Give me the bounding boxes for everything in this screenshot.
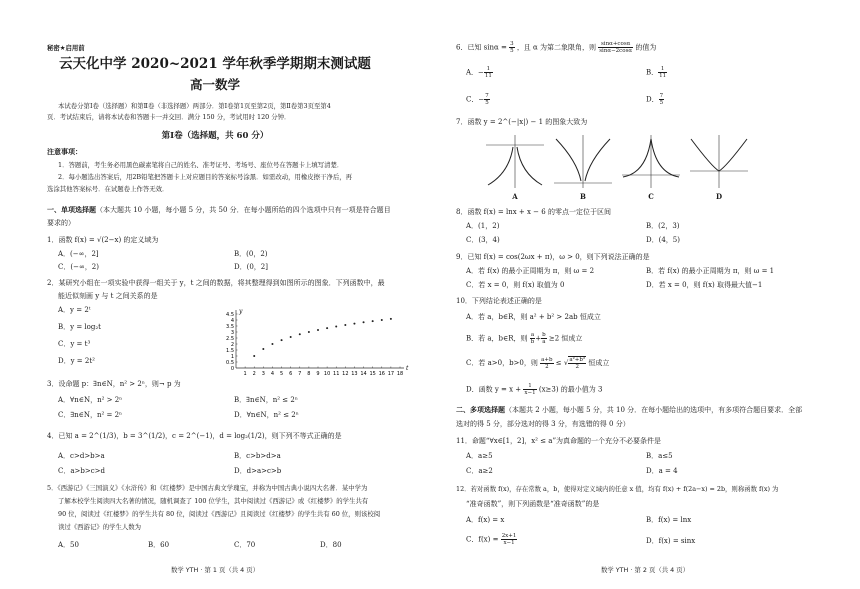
q10-b-frac2 bbox=[541, 332, 547, 345]
q2-option-d: D．y = 2t² bbox=[58, 357, 95, 365]
q9-option-b: B．若 f(x) 的最小正周期为 π，则 ω = 1 bbox=[646, 267, 775, 275]
q5-option-a: A．50 bbox=[58, 541, 79, 549]
q11-stem: 11．命题“∀x∈[1，2]，x² ≤ a”为真命题的一个充分不必要条件是 bbox=[456, 437, 662, 445]
y-tick-label: 3.5 bbox=[226, 323, 234, 330]
q12-c-frac bbox=[501, 533, 518, 546]
q6-d-pre: D． bbox=[646, 95, 659, 104]
x-tick-label: 3 bbox=[261, 371, 265, 377]
data-point bbox=[326, 327, 328, 329]
q5-option-d: D．80 bbox=[320, 541, 342, 549]
q10-option-d bbox=[466, 383, 602, 396]
q10-d-frac bbox=[523, 383, 536, 396]
x-tick-label: 18 bbox=[396, 371, 404, 377]
section2-desc-2: 选对的得 5 分，部分选对的得 3 分，有选错的得 0 分） bbox=[456, 420, 630, 428]
q1-option-c: C．(−∞，2) bbox=[58, 263, 99, 271]
q10-c-post: 恒成立 bbox=[588, 359, 610, 367]
q8-option-d: D．(4，5) bbox=[646, 236, 680, 244]
x-tick-label: 14 bbox=[360, 371, 367, 377]
x-tick-label: 5 bbox=[279, 371, 284, 377]
x-axis-label: t bbox=[406, 365, 409, 372]
y-axis-label: y bbox=[239, 308, 243, 315]
q5-stem-line-4: 读过《西游记》的学生人数为 bbox=[58, 523, 142, 531]
q7-graph-b bbox=[552, 133, 614, 189]
q3-option-c: C．∃n∈N，n² = 2ⁿ bbox=[58, 411, 123, 419]
y-tick-label: 2.5 bbox=[226, 335, 234, 342]
x-tick-label: 15 bbox=[369, 371, 376, 377]
q8-option-b: B．(2，3) bbox=[646, 222, 680, 230]
y-tick-label: 4.5 bbox=[226, 311, 234, 318]
exam-subject: 高一数学 bbox=[189, 77, 240, 92]
q2-stem-line-2: 能近似刻画 y 与 t 之间关系的是 bbox=[58, 292, 158, 300]
x-tick-label: 13 bbox=[351, 371, 358, 377]
q7-label-b: B bbox=[580, 192, 586, 201]
data-point bbox=[381, 319, 383, 321]
q3-option-b: B．∃n∈N，n² ≤ 2ⁿ bbox=[234, 396, 298, 404]
secret-label: 秘密★启用前 bbox=[47, 44, 85, 52]
q1-option-d: D．(0，2] bbox=[234, 263, 268, 271]
q6-a-frac bbox=[484, 66, 493, 79]
q10-c-mid: ≤ √ bbox=[555, 359, 569, 367]
x-tick-label: 8 bbox=[307, 371, 311, 377]
q6-b-frac bbox=[658, 66, 667, 79]
footer-left: 数学 YTH · 第 1 页（共 4 页） bbox=[170, 566, 260, 574]
q10-d-num: 1 bbox=[523, 383, 536, 390]
part1-title: 第Ⅰ卷（选择题，共 60 分） bbox=[161, 131, 269, 141]
data-point bbox=[262, 348, 264, 350]
data-point bbox=[344, 324, 346, 326]
data-point bbox=[372, 320, 374, 322]
q10-b-mid: + bbox=[535, 334, 542, 343]
q6-sin-den: 5 bbox=[510, 48, 514, 54]
q9-option-d: D．若 x = 0，则 f(x) 取得最大值−1 bbox=[646, 281, 763, 289]
section2-desc-1: （本题共 2 小题，每小题 5 分，共 10 分．在每小题给出的选项中，有多项符合题目要求．全部 bbox=[505, 406, 803, 414]
q2-option-c: C．y = t³ bbox=[58, 340, 91, 348]
q7-label-a: A bbox=[512, 192, 518, 201]
data-point bbox=[290, 336, 292, 338]
q10-option-a: A．若 a，b∈R，则 a² + b² > 2ab 恒成立 bbox=[466, 313, 601, 321]
y-tick-label: 1 bbox=[230, 353, 234, 360]
q1-stem: 1．函数 f(x) = √(2−x) 的定义域为 bbox=[47, 236, 159, 244]
q6-c-frac bbox=[484, 93, 490, 106]
y-tick-label: 4 bbox=[230, 317, 234, 324]
q2-scatter-chart bbox=[222, 309, 408, 379]
q10-c-d2: 2 bbox=[575, 364, 579, 370]
q3-stem: 3．设命题 p：∃n∈N，n² > 2ⁿ，则¬ p 为 bbox=[47, 380, 181, 388]
section1-desc-2: 要求的） bbox=[47, 219, 75, 227]
q7-graph-a bbox=[484, 133, 546, 189]
section2-header bbox=[456, 406, 802, 415]
q10-b-pre: B．若 a，b∈R，则 bbox=[466, 334, 528, 343]
q4-stem: 4．已知 a = 2^(1/3)，b = 3^(1/2)，c = 2^(−1)，d = log₂(1/2)，则下列不等式正确的是 bbox=[47, 432, 342, 440]
data-point bbox=[390, 318, 392, 320]
q6-option-d bbox=[646, 93, 664, 106]
y-tick-label: 0.5 bbox=[226, 359, 234, 366]
q7-label-c: C bbox=[648, 192, 654, 201]
q10-c-pre: C．若 a>0，b>0，则 bbox=[466, 359, 538, 367]
q6-c-den: 5 bbox=[485, 100, 489, 106]
q6-sin-fraction bbox=[509, 41, 515, 54]
q10-c-frac1 bbox=[540, 357, 553, 370]
x-tick-label: 16 bbox=[378, 371, 385, 377]
q5-stem-line-3: 90 位，阅读过《红楼梦》的学生共有 80 位，阅读过《西游记》且阅读过《红楼梦》的学生共有 60 位，则该校阅 bbox=[58, 510, 381, 518]
q10-b-d1: b bbox=[530, 339, 535, 345]
q8-stem: 8．函数 f(x) = lnx + x − 6 的零点一定位于区间 bbox=[456, 208, 611, 216]
section2-title: 二、多项选择题 bbox=[456, 406, 505, 414]
y-tick-label: 2 bbox=[230, 341, 234, 348]
q6-option-c bbox=[466, 93, 490, 106]
q6-b-den: 11 bbox=[659, 73, 667, 79]
q1-option-a: A．(−∞，2] bbox=[58, 250, 99, 258]
q6-expr-fraction bbox=[598, 41, 633, 54]
q6-option-b bbox=[646, 66, 667, 79]
q10-b-n2: b bbox=[542, 332, 546, 338]
data-point bbox=[299, 333, 301, 335]
q6-expr-den: sinα−2cosα bbox=[599, 48, 633, 54]
q6-stem-pre: 6．已知 sinα = bbox=[456, 43, 507, 52]
q12-option-a: A．f(x) = x bbox=[466, 516, 505, 524]
q6-b-num: 1 bbox=[658, 66, 667, 73]
data-point bbox=[335, 325, 337, 327]
q10-d-pre: D．函数 y = x + bbox=[466, 385, 522, 394]
q6-d-den: 5 bbox=[659, 100, 664, 106]
x-tick-label: 11 bbox=[333, 371, 340, 377]
x-tick-label: 17 bbox=[387, 371, 395, 377]
q10-c-frac2 bbox=[568, 356, 586, 370]
data-point bbox=[281, 339, 283, 341]
q6-stem bbox=[456, 41, 656, 54]
q5-option-b: B．60 bbox=[148, 541, 170, 549]
note-1: 1．答题前，考生务必用黑色碳素笔将自己的姓名、准考证号、考场号、座位号在答题卡上填写清楚． bbox=[58, 161, 344, 169]
data-point bbox=[271, 343, 273, 345]
q5-option-c: C．70 bbox=[234, 541, 256, 549]
data-point bbox=[353, 323, 355, 325]
q11-option-d: D．a = 4 bbox=[646, 467, 678, 475]
q6-a-pre: A．− bbox=[466, 68, 484, 77]
data-point bbox=[253, 355, 255, 357]
q2-option-a: A．y = 2ᵗ bbox=[58, 306, 91, 314]
q6-c-num: 7 bbox=[485, 93, 489, 99]
q10-c-n2: a²+b² bbox=[569, 357, 586, 363]
notes-title: 注意事项： bbox=[47, 148, 82, 156]
q2-stem-line-1: 2．某研究小组在一项实验中获得一组关于 y，t 之间的数据，将其整理得到如图所示的图象．下列函数中，最 bbox=[47, 279, 385, 287]
intro-line-1: 本试卷分第Ⅰ卷（选择题）和第Ⅱ卷（非选择题）两部分．第Ⅰ卷第1页至第2页，第Ⅱ卷第3页至第4 bbox=[58, 102, 331, 110]
q10-b-post: ≥2 恒成立 bbox=[548, 334, 583, 343]
q5-stem-line-2: 了解本校学生阅读四大名著的情况，随机调查了 100 位学生，其中阅读过《西游记》或《红楼梦》的学生共有 bbox=[58, 497, 369, 505]
q3-option-d: D．∀n∈N，n² ≤ 2ⁿ bbox=[234, 411, 299, 419]
q10-b-d2: a bbox=[542, 339, 546, 345]
q6-option-a bbox=[466, 66, 493, 79]
q10-option-c bbox=[466, 356, 609, 370]
note-2: 2．每小题选出答案后，用2B铅笔把答题卡上对应题目的答案标号涂黑．如需改动，用橡皮擦干净后，再 bbox=[58, 173, 353, 181]
q4-option-c: C．a>b>c>d bbox=[58, 467, 106, 475]
q6-expr-num: sinα+cosα bbox=[598, 41, 633, 48]
q7-label-d: D bbox=[715, 192, 723, 201]
q6-sin-num: 3 bbox=[510, 41, 514, 47]
q3-option-a: A．∀n∈N，n² > 2ⁿ bbox=[58, 396, 123, 404]
q10-c-n1: a+b bbox=[541, 356, 553, 363]
q6-a-num: 1 bbox=[484, 66, 493, 73]
y-tick-label: 1.5 bbox=[226, 347, 234, 354]
q9-option-c: C．若 x = 0，则 f(x) 取值为 0 bbox=[466, 281, 565, 289]
note-3: 选涂其他答案标号．在试题卷上作答无效． bbox=[47, 185, 169, 193]
q7-graph-c bbox=[620, 133, 682, 189]
q12-c-pre: C．f(x) = bbox=[466, 535, 499, 544]
q10-c-d1: 2 bbox=[545, 363, 549, 370]
section1-header bbox=[47, 206, 391, 215]
q11-option-b: B．a≤5 bbox=[646, 452, 673, 460]
q12-option-d: D．f(x) = sinx bbox=[646, 537, 696, 545]
intro-line-2: 页．考试结束后，请将本试卷和答题卡一并交回．满分 150 分，考试用时 120 分钟． bbox=[47, 113, 291, 121]
q1-option-b: B．(0，2) bbox=[234, 250, 268, 258]
q9-option-a: A．若 f(x) 的最小正周期为 π，则 ω = 2 bbox=[466, 267, 595, 275]
q2-option-b: B．y = log₂t bbox=[58, 323, 101, 331]
q10-b-n1: a bbox=[530, 332, 535, 338]
q8-option-a: A．(1，2) bbox=[466, 222, 500, 230]
x-tick-label: 2 bbox=[252, 371, 256, 377]
x-tick-label: 7 bbox=[298, 371, 302, 377]
q9-stem: 9．已知 f(x) = cos(2ωx + π)，ω > 0，则下列说法正确的是 bbox=[456, 253, 650, 261]
q6-d-frac bbox=[659, 93, 665, 106]
footer-right: 数学 YTH · 第 2 页（共 4 页） bbox=[600, 566, 690, 574]
data-point bbox=[363, 321, 365, 323]
q6-stem-post: 的值为 bbox=[635, 43, 657, 52]
q4-option-a: A．c>d>b>a bbox=[58, 452, 105, 460]
q10-option-b bbox=[466, 332, 582, 345]
section1-desc-1: （本大题共 10 小题，每小题 5 分，共 50 分．在每小题所给的四个选项中只有一项是符合题目 bbox=[96, 206, 391, 214]
x-tick-label: 9 bbox=[316, 371, 320, 377]
section1-title: 一、单项选择题 bbox=[47, 206, 96, 214]
q6-b-pre: B． bbox=[646, 68, 659, 77]
q10-stem: 10．下列结论表述正确的是 bbox=[456, 297, 542, 305]
page-right bbox=[430, 0, 860, 589]
x-tick-label: 12 bbox=[342, 371, 349, 377]
data-point bbox=[317, 329, 319, 331]
q11-option-c: C．a≥2 bbox=[466, 467, 493, 475]
q6-d-num: 7 bbox=[659, 93, 664, 99]
q8-option-c: C．(3，4) bbox=[466, 236, 500, 244]
q6-a-den: 11 bbox=[484, 73, 492, 79]
q12-c-den: x−1 bbox=[503, 540, 515, 546]
x-tick-label: 1 bbox=[243, 371, 247, 377]
q6-c-pre: C．− bbox=[466, 95, 485, 104]
q12-c-num: 2x+1 bbox=[501, 533, 517, 539]
q4-option-d: D．d>a>c>b bbox=[234, 467, 282, 475]
exam-title: 云天化中学 2020~2021 学年秋季学期期末测试题 bbox=[59, 56, 371, 72]
y-tick-label: 3 bbox=[230, 329, 234, 336]
q5-stem-line-1: 5．《西游记》《三国演义》《水浒传》和《红楼梦》是中国古典文学瑰宝，并称为中国古典小说四大名著．某中学为 bbox=[47, 484, 368, 492]
q11-option-a: A．a≥5 bbox=[466, 452, 493, 460]
q12-option-c bbox=[466, 533, 517, 546]
q12-stem-line-2: “准奇函数”，则下列函数是“准奇函数”的是 bbox=[466, 500, 600, 508]
q7-stem: 7．函数 y = 2^(−|x|) − 1 的图象大致为 bbox=[456, 118, 588, 126]
x-tick-label: 10 bbox=[323, 371, 331, 377]
x-tick-label: 4 bbox=[270, 371, 275, 377]
q12-stem-line-1: 12．若对函数 f(x)，存在常数 a，b，使得对定义域内的任意 x 值，均有 f(x) + f(2a−x) = 2b，则称函数 f(x) 为 bbox=[456, 485, 779, 493]
data-point bbox=[308, 331, 310, 333]
x-tick-label: 6 bbox=[289, 371, 293, 377]
origin-label: 0 bbox=[230, 366, 234, 372]
q10-d-post: (x≥3) 的最小值为 3 bbox=[538, 385, 603, 394]
q7-graph-d bbox=[688, 133, 750, 189]
q10-d-den: x−1 bbox=[524, 390, 536, 396]
q12-option-b: B．f(x) = lnx bbox=[646, 516, 692, 524]
q6-stem-mid: ，且 α 为第二象限角，则 bbox=[516, 43, 596, 52]
q4-option-b: B．c>b>d>a bbox=[234, 452, 281, 460]
